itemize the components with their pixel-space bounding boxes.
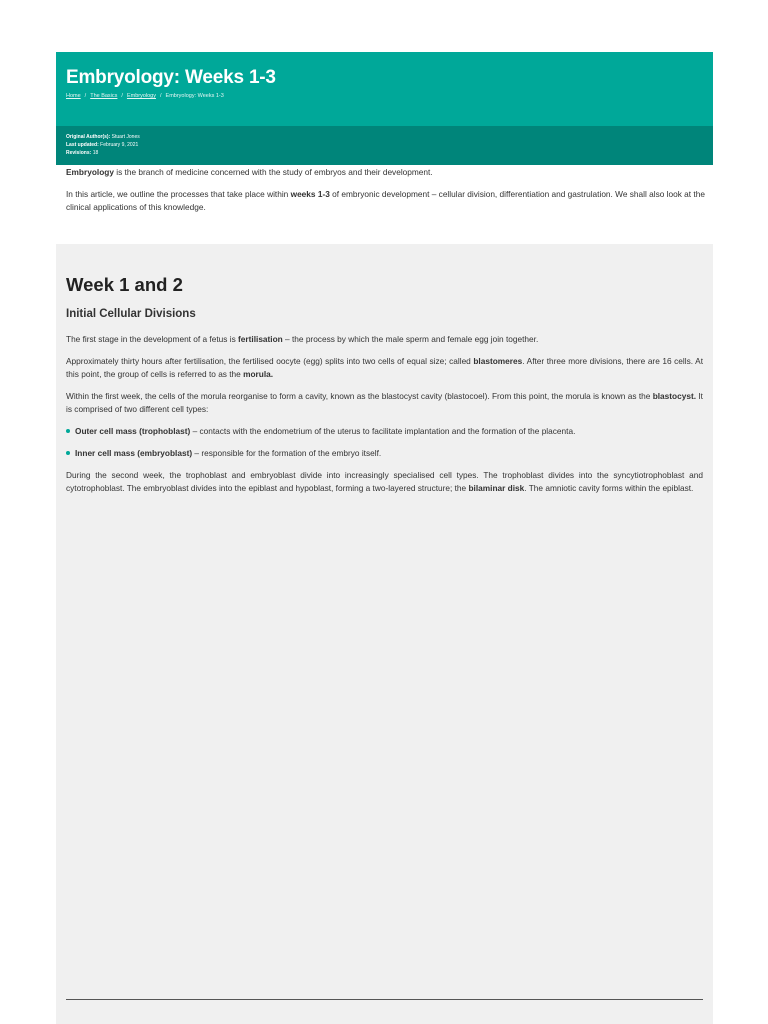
body-bold: morula.: [243, 369, 274, 379]
breadcrumb-separator: /: [84, 93, 87, 99]
list-item: [66, 447, 703, 460]
body-bold: blastomeres: [473, 356, 523, 366]
body-bold: blastocyst.: [652, 391, 697, 401]
intro-paragraph: [66, 188, 706, 214]
body-paragraph: [66, 390, 703, 416]
cell-type-list: [66, 425, 703, 460]
body-text: It is comprised of two different cell types:: [66, 391, 703, 414]
breadcrumb-home-link[interactable]: Home: [66, 93, 81, 99]
article-meta: [56, 126, 713, 165]
content-section: [56, 244, 713, 1024]
breadcrumb-separator: /: [121, 93, 123, 99]
intro: [66, 166, 706, 223]
bullet-icon: [66, 451, 70, 455]
body-text: Within the first week, the cells of the morula reorganise to form a cavity, known as the blastocyst cavity (blastocoel). From this point, the morula is known as the: [66, 391, 653, 401]
breadcrumb-basics-link[interactable]: The Basics: [90, 93, 118, 99]
intro-paragraph: [66, 166, 706, 179]
body-text: During the second week, the trophoblast and embryoblast divide into increasingly specialised cell types. The trophoblast divides into the syncytiotrophoblast and cytotrophoblast. The embryoblast divides into the epiblast and hypoblast, forming a two-layered structure; the: [66, 470, 703, 493]
list-item-text: – responsible for the formation of the embryo itself.: [192, 448, 382, 458]
body-paragraph: [66, 355, 703, 381]
updated-value: February 9, 2021: [100, 142, 139, 148]
body-paragraph: [66, 469, 703, 495]
intro-text: In this article, we outline the processes that take place within: [66, 189, 291, 199]
breadcrumb-current: Embryology: Weeks 1-3: [165, 93, 224, 99]
revisions-label: Revisions:: [66, 150, 92, 156]
revisions-line: [66, 149, 140, 157]
body-text: The first stage in the development of a fetus is: [66, 334, 239, 344]
page-title: Embryology: Weeks 1-3: [66, 67, 276, 88]
breadcrumb: [66, 93, 224, 99]
intro-term: Embryology: [66, 167, 114, 177]
list-item: [66, 425, 703, 438]
section-subheading: Initial Cellular Divisions: [66, 308, 196, 320]
body-bold: bilaminar disk: [468, 483, 525, 493]
body-text: Approximately thirty hours after fertilisation, the fertilised oocyte (egg) splits into two cells of equal size; called: [66, 356, 474, 366]
author-value: Stuart Jones: [111, 134, 140, 140]
body-text: . After three more divisions, there are 16 cells. At this point, the group of cells is referred to as the: [66, 356, 704, 379]
footer-divider: [66, 999, 703, 1000]
updated-label: Last updated:: [66, 142, 99, 148]
list-item-term: Inner cell mass (embryoblast): [75, 448, 193, 458]
body-text: . The amniotic cavity forms within the epiblast.: [524, 483, 694, 493]
breadcrumb-separator: /: [160, 93, 162, 99]
section-heading: Week 1 and 2: [66, 274, 183, 295]
author-line: [66, 133, 140, 141]
list-item-text: – contacts with the endometrium of the uterus to facilitate implantation and the formation of the placenta.: [190, 426, 576, 436]
body-paragraph: [66, 333, 703, 346]
bullet-icon: [66, 429, 70, 433]
author-label: Original Author(s):: [66, 134, 111, 140]
intro-bold: weeks 1-3: [290, 189, 330, 199]
list-item-term: Outer cell mass (trophoblast): [75, 426, 191, 436]
revisions-value: 18: [92, 150, 99, 156]
breadcrumb-embryology-link[interactable]: Embryology: [126, 93, 156, 99]
article-header: [56, 52, 713, 126]
updated-line: [66, 141, 140, 149]
body-bold: fertilisation: [238, 334, 283, 344]
intro-text: of embryonic development – cellular division, differentiation and gastrulation. We shall also look at the clinical applications of this knowledge.: [66, 189, 705, 212]
body-text: – the process by which the male sperm and female egg join together.: [282, 334, 539, 344]
intro-text: is the branch of medicine concerned with the study of embryos and their development.: [113, 167, 433, 177]
